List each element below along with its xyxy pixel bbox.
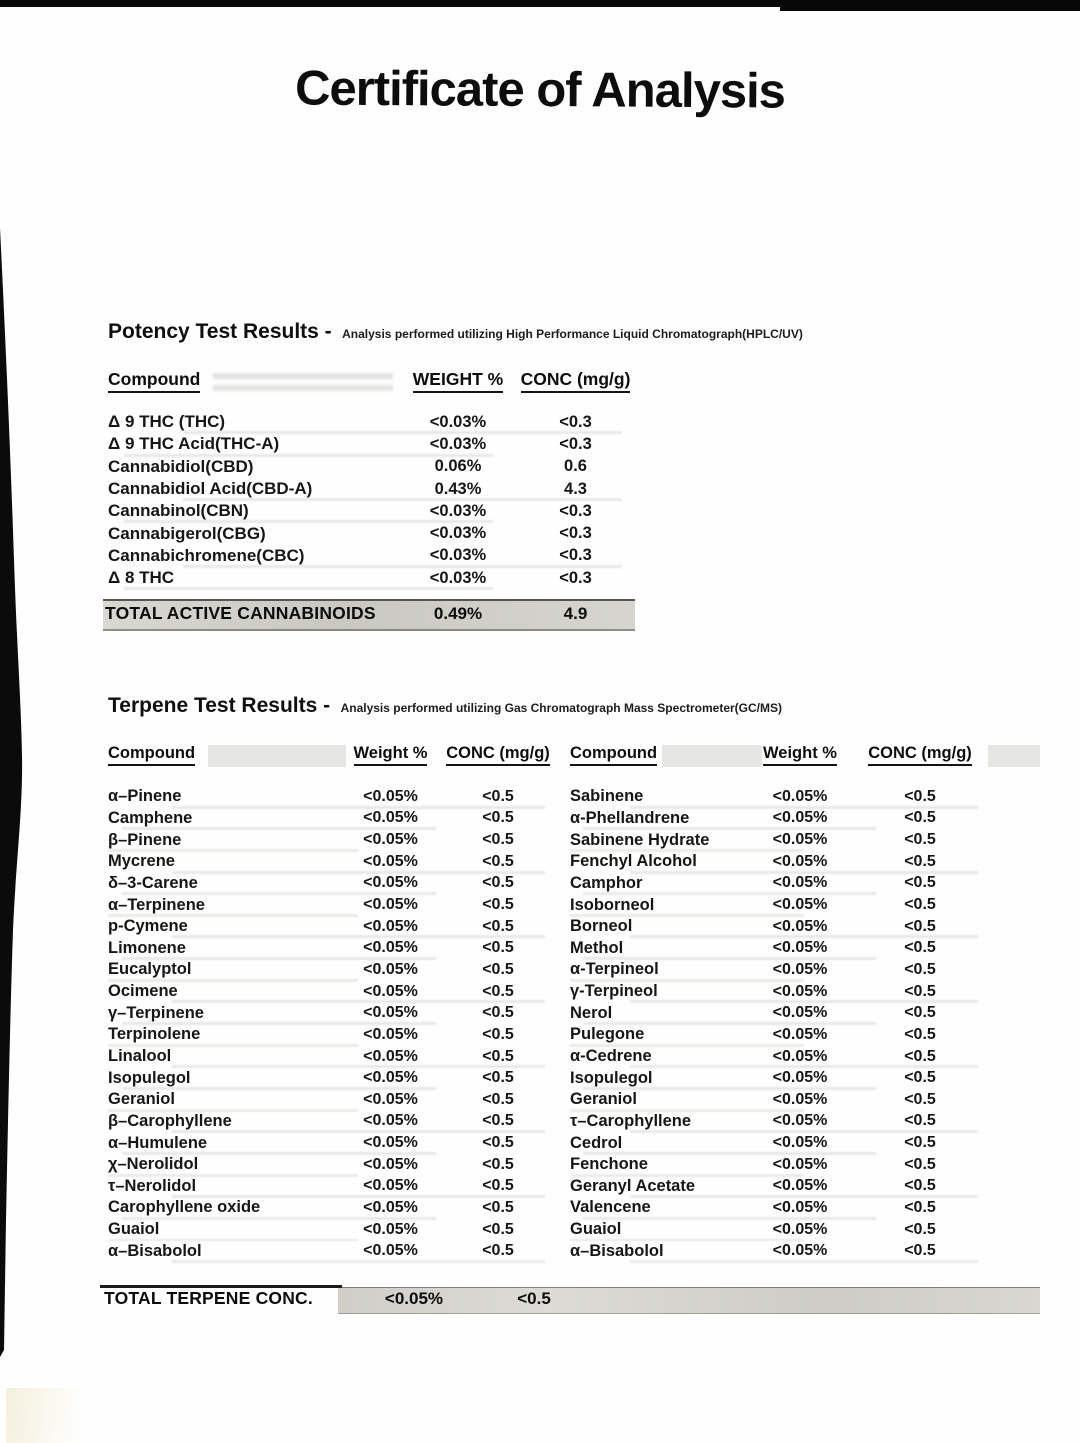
table-row: [570, 808, 995, 830]
conc-value: <0.5: [482, 960, 514, 978]
table-row: [108, 1154, 563, 1176]
table-row: [108, 411, 643, 433]
table-row: [570, 1002, 995, 1024]
weight-value: <0.05%: [363, 1025, 418, 1043]
weight-value: <0.05%: [772, 939, 828, 957]
table-row: [570, 1067, 995, 1089]
table-row: [108, 1046, 563, 1068]
conc-value: <0.5: [482, 852, 514, 870]
compound-name: Cedrol: [570, 1133, 623, 1152]
header-compound: Compound: [108, 744, 348, 766]
table-row: [570, 1176, 995, 1198]
compound-name: Linalool: [108, 1047, 172, 1065]
table-row: [570, 829, 995, 851]
weight-value: <0.05%: [363, 1134, 418, 1152]
compound-name: Δ 8 THC: [108, 568, 175, 588]
potency-total-label: TOTAL ACTIVE CANNABINOIDS: [105, 603, 376, 623]
weight-value: <0.05%: [772, 852, 828, 870]
table-row: [108, 500, 643, 522]
conc-value: <0.5: [904, 1004, 936, 1022]
header-weight: WEIGHT %: [408, 369, 508, 393]
weight-value: <0.05%: [363, 874, 418, 892]
table-row: [108, 1024, 563, 1046]
compound-name: τ–Nerolidol: [108, 1176, 197, 1195]
header-conc: CONC (mg/g): [433, 744, 563, 766]
potency-total-conc: 4.9: [563, 603, 588, 623]
compound-name: Pulegone: [570, 1025, 645, 1044]
compound-name: α–Terpinene: [108, 895, 205, 914]
conc-value: <0.5: [904, 1047, 936, 1065]
table-row: [570, 1240, 995, 1262]
compound-name: Δ 9 THC Acid(THC-A): [108, 434, 280, 454]
table-row: [108, 1089, 563, 1111]
compound-name: β–Carophyllene: [108, 1111, 232, 1130]
weight-value: 0.43%: [434, 479, 482, 498]
scan-stain-bottom: [6, 1388, 116, 1443]
conc-value: <0.5: [904, 1069, 936, 1087]
table-row: [108, 567, 643, 589]
weight-value: <0.03%: [429, 501, 487, 520]
conc-value: <0.5: [482, 1177, 514, 1195]
conc-value: <0.5: [904, 1112, 936, 1130]
table-row: [570, 894, 995, 916]
weight-value: <0.05%: [772, 874, 828, 892]
table-row: [108, 937, 563, 959]
compound-name: α-Terpineol: [570, 960, 659, 979]
compound-name: Cannabidiol Acid(CBD-A): [108, 479, 313, 499]
terpene-left-body: [108, 786, 563, 1262]
weight-value: <0.05%: [363, 982, 418, 1000]
conc-value: <0.5: [482, 1069, 514, 1087]
weight-value: <0.05%: [363, 1047, 418, 1065]
weight-value: <0.05%: [363, 1112, 418, 1130]
table-row: [108, 981, 563, 1003]
header-compound: Compound: [108, 369, 408, 393]
compound-name: Sabinene: [570, 787, 644, 806]
compound-name: Geranyl Acetate: [570, 1176, 696, 1195]
scan-edge-left: [0, 0, 30, 1443]
weight-value: <0.05%: [363, 960, 418, 978]
conc-value: <0.5: [904, 1090, 936, 1108]
potency-total-weight: 0.49%: [433, 603, 483, 623]
header-weight: Weight %: [755, 744, 845, 766]
weight-value: <0.03%: [429, 546, 487, 565]
weight-value: <0.05%: [772, 1004, 828, 1022]
compound-name: γ-Terpineol: [570, 982, 658, 1001]
compound-name: α-Cedrene: [570, 1047, 652, 1065]
table-row: [570, 786, 995, 808]
compound-name: Isopulegol: [570, 1068, 653, 1087]
compound-name: Nerol: [570, 1003, 613, 1022]
header-compound: Compound: [570, 744, 755, 766]
weight-value: <0.05%: [772, 896, 828, 914]
weight-value: <0.05%: [363, 939, 418, 957]
conc-value: <0.5: [904, 960, 936, 978]
header-conc: CONC (mg/g): [845, 744, 995, 766]
table-row: [108, 522, 643, 544]
conc-value: <0.5: [482, 874, 514, 892]
potency-table-header: [108, 369, 643, 393]
conc-value: <0.5: [482, 1155, 514, 1173]
compound-name: Sabinene Hydrate: [570, 830, 710, 849]
compound-name: α–Bisabolol: [108, 1241, 202, 1260]
weight-value: <0.05%: [363, 1155, 418, 1173]
table-row: [108, 959, 563, 981]
weight-value: <0.05%: [772, 831, 828, 849]
table-row: [108, 873, 563, 895]
conc-value: <0.3: [559, 412, 592, 431]
weight-value: <0.05%: [772, 1242, 828, 1260]
compound-name: Isopulegol: [108, 1068, 191, 1087]
table-row: [570, 1197, 995, 1219]
conc-value: <0.5: [904, 831, 936, 849]
weight-value: 0.06%: [434, 457, 482, 476]
conc-value: <0.5: [904, 1242, 936, 1260]
potency-method-text: Analysis performed utilizing High Performance Liquid Chromatograph(HPLC/UV): [342, 327, 803, 341]
conc-value: <0.5: [482, 982, 514, 1000]
conc-value: <0.5: [482, 1242, 514, 1260]
page-title: Certificate of Analysis: [294, 61, 786, 119]
table-row: [570, 1046, 995, 1068]
compound-name: Cannabidiol(CBD): [108, 456, 254, 476]
conc-value: <0.5: [482, 1134, 514, 1152]
compound-name: Valencene: [570, 1198, 651, 1217]
table-row: [108, 1132, 563, 1154]
table-row: [108, 1197, 563, 1219]
conc-value: <0.5: [482, 1025, 514, 1043]
table-row: [108, 1219, 563, 1241]
terpene-heading-text: Terpene Test Results -: [108, 694, 331, 717]
weight-value: <0.03%: [429, 412, 487, 431]
table-row: [108, 916, 563, 938]
weight-value: <0.05%: [772, 787, 828, 805]
terpene-right-body: [570, 786, 995, 1262]
table-row: [108, 894, 563, 916]
conc-value: <0.5: [904, 874, 936, 892]
compound-name: Guaiol: [570, 1220, 622, 1239]
compound-name: Cannabichromene(CBC): [108, 545, 305, 565]
table-row: [570, 916, 995, 938]
potency-total-row: [105, 603, 643, 624]
weight-value: <0.05%: [363, 917, 418, 935]
compound-name: δ–3-Carene: [108, 873, 198, 892]
weight-value: <0.05%: [363, 831, 418, 849]
compound-name: α–Bisabolol: [570, 1241, 664, 1260]
table-row: [570, 1111, 995, 1133]
weight-value: <0.05%: [363, 1220, 418, 1238]
compound-name: τ–Carophyllene: [570, 1111, 692, 1130]
weight-value: <0.05%: [772, 1155, 828, 1173]
conc-value: <0.5: [482, 1198, 514, 1216]
weight-value: <0.05%: [363, 787, 418, 805]
table-row: [570, 851, 995, 873]
compound-name: γ–Terpinene: [108, 1003, 204, 1022]
conc-value: <0.5: [904, 982, 936, 1000]
compound-name: Cannabinol(CBN): [108, 501, 249, 521]
terpene-total-weight: <0.05%: [384, 1288, 444, 1308]
weight-value: <0.05%: [772, 809, 828, 827]
compound-name: Terpinolene: [108, 1025, 201, 1044]
terpene-method-text: Analysis performed utilizing Gas Chromatograph Mass Spectrometer(GC/MS): [340, 701, 782, 715]
weight-value: <0.05%: [772, 960, 828, 978]
weight-value: <0.05%: [363, 1177, 418, 1195]
scan-shading-band: [988, 745, 1040, 767]
table-row: [570, 959, 995, 981]
weight-value: <0.03%: [429, 434, 487, 453]
weight-value: <0.05%: [772, 917, 828, 935]
compound-name: Geraniol: [570, 1090, 637, 1109]
compound-name: Eucalyptol: [108, 960, 192, 979]
table-row: [570, 1154, 995, 1176]
conc-value: <0.3: [559, 434, 592, 453]
compound-name: Ocimene: [108, 982, 178, 1001]
compound-name: α-Phellandrene: [570, 808, 690, 827]
table-row: [570, 1024, 995, 1046]
compound-name: Borneol: [570, 917, 633, 936]
conc-value: <0.5: [482, 787, 514, 805]
scan-edge-top-right: [780, 0, 1080, 11]
compound-name: Mycrene: [108, 852, 175, 871]
compound-name: χ–Nerolidol: [108, 1155, 199, 1174]
weight-value: <0.05%: [772, 1112, 828, 1130]
weight-value: <0.05%: [363, 1090, 418, 1108]
conc-value: <0.5: [482, 917, 514, 935]
terpene-total-label: TOTAL TERPENE CONC.: [104, 1288, 313, 1308]
weight-value: <0.05%: [363, 1004, 418, 1022]
weight-value: <0.05%: [363, 896, 418, 914]
table-row: [570, 1089, 995, 1111]
compound-name: Guaiol: [108, 1220, 160, 1239]
conc-value: <0.3: [559, 568, 592, 587]
conc-value: <0.5: [482, 939, 514, 957]
compound-name: Camphene: [108, 808, 193, 827]
conc-value: <0.5: [482, 1004, 514, 1022]
terpene-left-header: [108, 744, 563, 766]
weight-value: <0.05%: [363, 1198, 418, 1216]
conc-value: <0.5: [482, 831, 514, 849]
weight-value: <0.05%: [772, 1220, 828, 1238]
compound-name: Δ 9 THC (THC): [108, 412, 226, 432]
conc-value: <0.5: [904, 1198, 936, 1216]
conc-value: <0.5: [904, 896, 936, 914]
conc-value: <0.5: [904, 787, 936, 805]
weight-value: <0.05%: [772, 1069, 828, 1087]
compound-name: Fenchone: [570, 1155, 648, 1174]
weight-value: <0.05%: [772, 1090, 828, 1108]
conc-value: <0.5: [482, 1220, 514, 1238]
conc-value: <0.5: [482, 896, 514, 914]
compound-name: Limonene: [108, 938, 186, 957]
conc-value: <0.5: [904, 809, 936, 827]
table-row: [570, 1219, 995, 1241]
weight-value: <0.05%: [363, 809, 418, 827]
conc-value: 4.3: [564, 479, 587, 498]
compound-name: Fenchyl Alcohol: [570, 852, 697, 871]
weight-value: <0.05%: [772, 1047, 828, 1065]
table-row: [570, 937, 995, 959]
table-row: [108, 786, 563, 808]
weight-value: <0.05%: [772, 1025, 828, 1043]
table-row: [108, 808, 563, 830]
table-row: [108, 1111, 563, 1133]
compound-name: α–Humulene: [108, 1133, 208, 1152]
table-row: [108, 1240, 563, 1262]
potency-section-heading: [108, 320, 803, 344]
header-conc: CONC (mg/g): [508, 369, 643, 393]
conc-value: <0.5: [482, 1090, 514, 1108]
table-row: [108, 1176, 563, 1198]
potency-heading-text: Potency Test Results -: [108, 320, 332, 343]
header-weight: Weight %: [348, 744, 433, 766]
table-row: [108, 851, 563, 873]
conc-value: <0.5: [482, 809, 514, 827]
terpene-total-row: [104, 1288, 594, 1309]
compound-name: Methol: [570, 938, 624, 957]
table-row: [108, 433, 643, 455]
conc-value: <0.5: [482, 1112, 514, 1130]
weight-value: <0.05%: [772, 1177, 828, 1195]
terpene-right-header: [570, 744, 995, 766]
conc-value: <0.5: [904, 1155, 936, 1173]
conc-value: <0.3: [559, 524, 592, 543]
conc-value: <0.3: [559, 546, 592, 565]
conc-value: <0.5: [904, 917, 936, 935]
conc-value: <0.5: [904, 1134, 936, 1152]
weight-value: <0.05%: [363, 1069, 418, 1087]
conc-value: <0.5: [482, 1047, 514, 1065]
table-row: [108, 456, 643, 478]
compound-name: Isoborneol: [570, 895, 655, 914]
conc-value: <0.5: [904, 1025, 936, 1043]
weight-value: <0.05%: [772, 1134, 828, 1152]
conc-value: <0.3: [559, 501, 592, 520]
compound-name: Cannabigerol(CBG): [108, 523, 266, 543]
table-row: [108, 1002, 563, 1024]
compound-name: Camphor: [570, 873, 643, 892]
weight-value: <0.03%: [429, 524, 487, 543]
table-row: [108, 545, 643, 567]
table-row: [108, 1067, 563, 1089]
compound-name: Geraniol: [108, 1090, 175, 1109]
compound-name: Carophyllene oxide: [108, 1198, 261, 1217]
compound-name: β–Pinene: [108, 830, 182, 849]
weight-value: <0.05%: [772, 1198, 828, 1216]
table-row: [108, 829, 563, 851]
weight-value: <0.05%: [363, 1242, 418, 1260]
conc-value: <0.5: [904, 852, 936, 870]
conc-value: <0.5: [904, 939, 936, 957]
weight-value: <0.05%: [772, 982, 828, 1000]
conc-value: <0.5: [904, 1220, 936, 1238]
weight-value: <0.03%: [429, 568, 487, 587]
terpene-total-conc: <0.5: [517, 1288, 551, 1308]
potency-table-body: [108, 411, 643, 589]
conc-value: 0.6: [564, 457, 587, 476]
compound-name: α–Pinene: [108, 787, 182, 806]
compound-name: p-Cymene: [108, 917, 188, 936]
conc-value: <0.5: [904, 1177, 936, 1195]
table-row: [570, 981, 995, 1003]
table-row: [108, 478, 643, 500]
table-row: [570, 873, 995, 895]
table-row: [570, 1132, 995, 1154]
weight-value: <0.05%: [363, 852, 418, 870]
terpene-section-heading: [108, 694, 782, 718]
